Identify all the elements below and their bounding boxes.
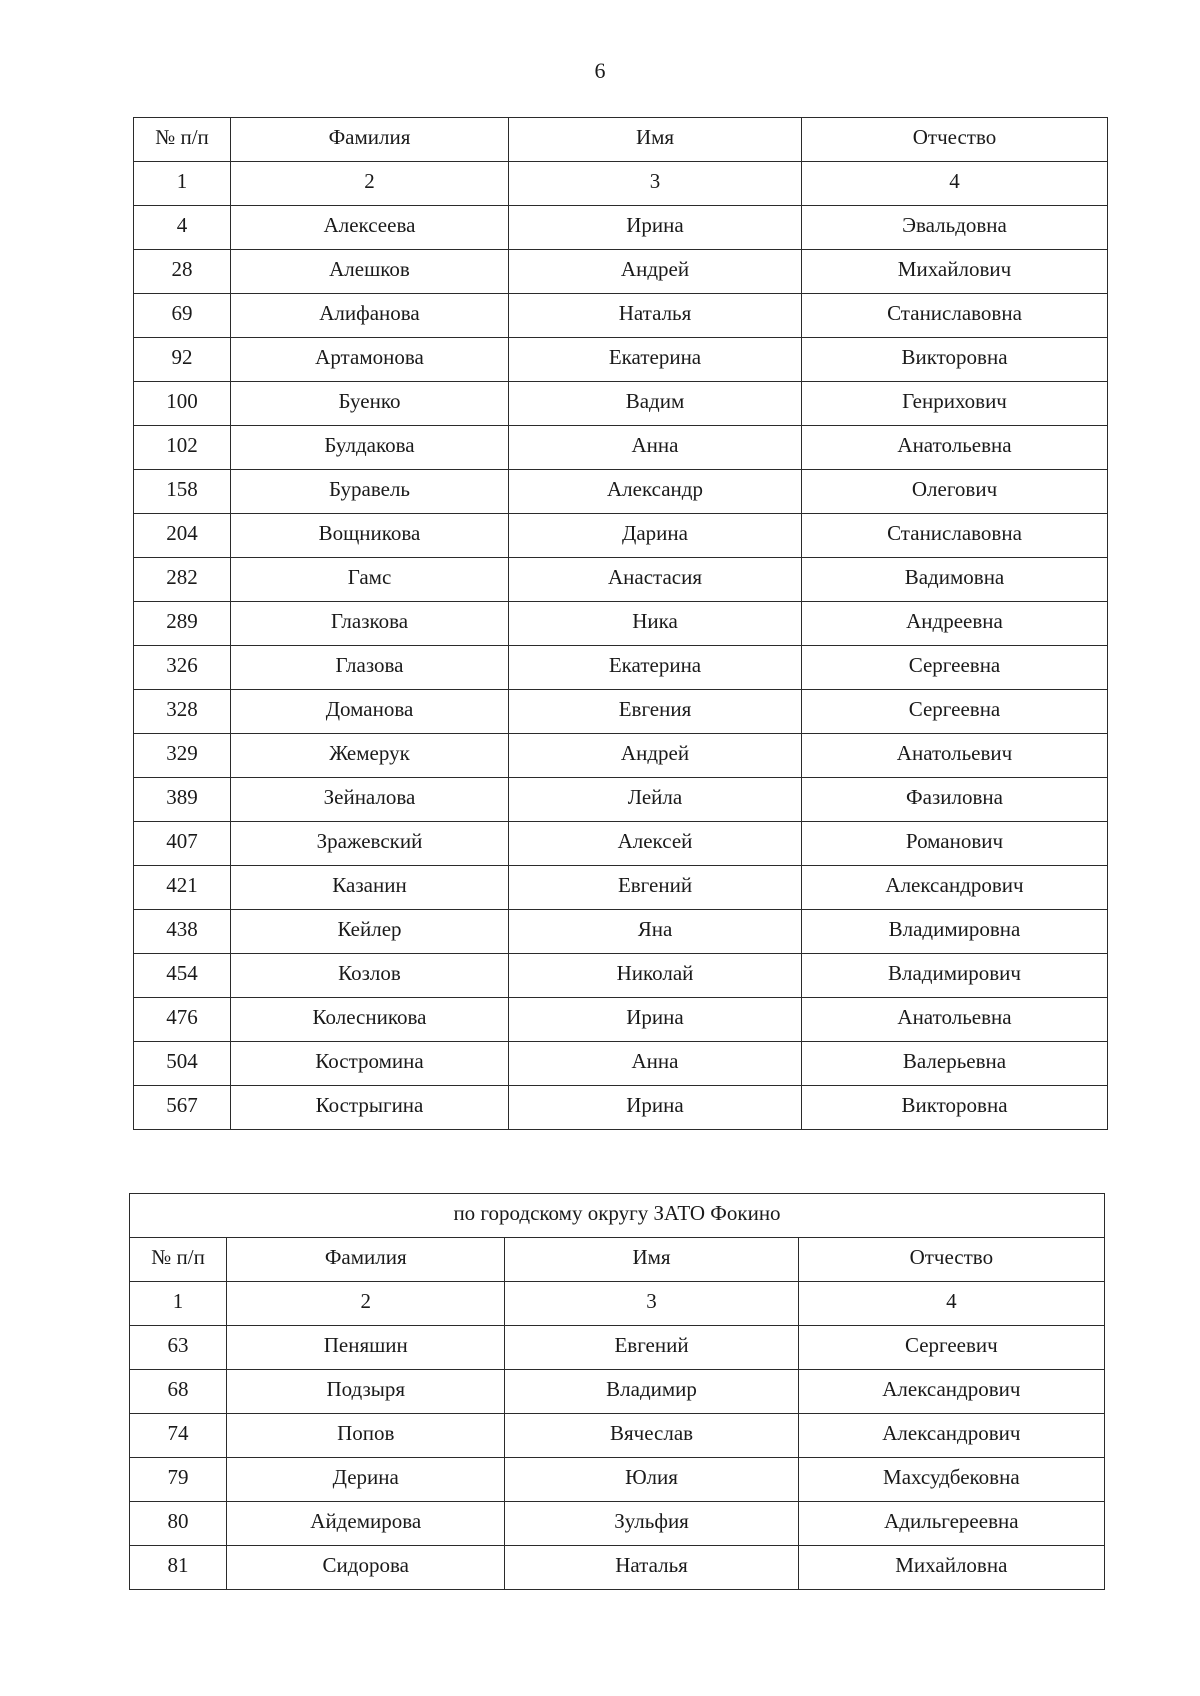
surname-cell: Кострыгина — [231, 1086, 509, 1130]
name-cell: Николай — [509, 954, 802, 998]
row-number-cell: 454 — [134, 954, 231, 998]
column-number-cell: 2 — [227, 1282, 505, 1326]
patronymic-cell: Викторовна — [802, 338, 1108, 382]
surname-cell: Подзыря — [227, 1370, 505, 1414]
name-cell: Алексей — [509, 822, 802, 866]
header-patronymic: Отчество — [798, 1238, 1104, 1282]
row-number-cell: 74 — [130, 1414, 227, 1458]
name-cell: Евгений — [505, 1326, 798, 1370]
name-cell: Андрей — [509, 734, 802, 778]
main-table-body — [134, 118, 1108, 1130]
header-number: № п/п — [134, 118, 231, 162]
fokino-table — [129, 1193, 1105, 1590]
header-name: Имя — [505, 1238, 798, 1282]
patronymic-cell: Михайловна — [798, 1546, 1104, 1590]
row-number-cell: 102 — [134, 426, 231, 470]
column-number-cell: 1 — [134, 162, 231, 206]
table-row — [130, 1414, 1105, 1458]
patronymic-cell: Анатольевна — [802, 426, 1108, 470]
header-patronymic: Отчество — [802, 118, 1108, 162]
header-name: Имя — [509, 118, 802, 162]
patronymic-cell: Романович — [802, 822, 1108, 866]
row-number-cell: 567 — [134, 1086, 231, 1130]
patronymic-cell: Генрихович — [802, 382, 1108, 426]
table-row — [134, 558, 1108, 602]
name-cell: Наталья — [509, 294, 802, 338]
header-row — [134, 118, 1108, 162]
name-cell: Ирина — [509, 1086, 802, 1130]
patronymic-cell: Сергеевич — [798, 1326, 1104, 1370]
row-number-cell: 79 — [130, 1458, 227, 1502]
column-number-cell: 4 — [798, 1282, 1104, 1326]
patronymic-cell: Анатольевна — [802, 998, 1108, 1042]
name-cell: Евгений — [509, 866, 802, 910]
surname-cell: Жемерук — [231, 734, 509, 778]
surname-cell: Зражевский — [231, 822, 509, 866]
patronymic-cell: Фазиловна — [802, 778, 1108, 822]
table-row — [134, 646, 1108, 690]
table-row — [134, 954, 1108, 998]
surname-cell: Буравель — [231, 470, 509, 514]
surname-cell: Кейлер — [231, 910, 509, 954]
section-title: по городскому округу ЗАТО Фокино — [130, 1194, 1105, 1238]
column-number-cell: 4 — [802, 162, 1108, 206]
table-row — [134, 426, 1108, 470]
table-row — [134, 470, 1108, 514]
table-row — [134, 338, 1108, 382]
table-row — [134, 514, 1108, 558]
patronymic-cell: Адильгереевна — [798, 1502, 1104, 1546]
header-surname: Фамилия — [231, 118, 509, 162]
patronymic-cell: Михайлович — [802, 250, 1108, 294]
fokino-table-body — [130, 1194, 1105, 1590]
table-row — [134, 602, 1108, 646]
patronymic-cell: Александрович — [802, 866, 1108, 910]
row-number-cell: 80 — [130, 1502, 227, 1546]
main-table — [133, 117, 1108, 1130]
row-number-cell: 4 — [134, 206, 231, 250]
row-number-cell: 69 — [134, 294, 231, 338]
name-cell: Владимир — [505, 1370, 798, 1414]
row-number-cell: 328 — [134, 690, 231, 734]
surname-cell: Айдемирова — [227, 1502, 505, 1546]
row-number-cell: 476 — [134, 998, 231, 1042]
table-row — [134, 1042, 1108, 1086]
patronymic-cell: Владимирович — [802, 954, 1108, 998]
surname-cell: Колесникова — [231, 998, 509, 1042]
table-row — [134, 206, 1108, 250]
row-number-cell: 68 — [130, 1370, 227, 1414]
row-number-cell: 282 — [134, 558, 231, 602]
column-number-cell: 1 — [130, 1282, 227, 1326]
patronymic-cell: Александрович — [798, 1370, 1104, 1414]
patronymic-cell: Махсудбековна — [798, 1458, 1104, 1502]
name-cell: Ирина — [509, 998, 802, 1042]
header-surname: Фамилия — [227, 1238, 505, 1282]
patronymic-cell: Андреевна — [802, 602, 1108, 646]
row-number-cell: 329 — [134, 734, 231, 778]
table-row — [134, 382, 1108, 426]
table-row — [130, 1502, 1105, 1546]
name-cell: Ирина — [509, 206, 802, 250]
column-number-cell: 3 — [505, 1282, 798, 1326]
patronymic-cell: Валерьевна — [802, 1042, 1108, 1086]
section-title-row — [130, 1194, 1105, 1238]
row-number-cell: 28 — [134, 250, 231, 294]
name-cell: Евгения — [509, 690, 802, 734]
patronymic-cell: Сергеевна — [802, 690, 1108, 734]
page-number: 6 — [594, 58, 606, 83]
name-cell: Лейла — [509, 778, 802, 822]
row-number-cell: 204 — [134, 514, 231, 558]
surname-cell: Пеняшин — [227, 1326, 505, 1370]
row-number-cell: 100 — [134, 382, 231, 426]
surname-cell: Казанин — [231, 866, 509, 910]
table-row — [134, 734, 1108, 778]
surname-cell: Доманова — [231, 690, 509, 734]
name-cell: Андрей — [509, 250, 802, 294]
surname-cell: Алифанова — [231, 294, 509, 338]
surname-cell: Дерина — [227, 1458, 505, 1502]
header-row — [130, 1238, 1105, 1282]
patronymic-cell: Сергеевна — [802, 646, 1108, 690]
surname-cell: Попов — [227, 1414, 505, 1458]
name-cell: Александр — [509, 470, 802, 514]
row-number-cell: 158 — [134, 470, 231, 514]
surname-cell: Глазкова — [231, 602, 509, 646]
surname-cell: Алешков — [231, 250, 509, 294]
name-cell: Ника — [509, 602, 802, 646]
surname-cell: Козлов — [231, 954, 509, 998]
name-cell: Екатерина — [509, 338, 802, 382]
patronymic-cell: Станиславовна — [802, 514, 1108, 558]
table-row — [134, 866, 1108, 910]
table-row — [130, 1458, 1105, 1502]
name-cell: Дарина — [509, 514, 802, 558]
name-cell: Екатерина — [509, 646, 802, 690]
surname-cell: Артамонова — [231, 338, 509, 382]
table-row — [134, 1086, 1108, 1130]
name-cell: Анна — [509, 1042, 802, 1086]
patronymic-cell: Александрович — [798, 1414, 1104, 1458]
patronymic-cell: Олегович — [802, 470, 1108, 514]
row-number-cell: 92 — [134, 338, 231, 382]
row-number-cell: 63 — [130, 1326, 227, 1370]
table-row — [134, 822, 1108, 866]
surname-cell: Сидорова — [227, 1546, 505, 1590]
row-number-cell: 421 — [134, 866, 231, 910]
surname-cell: Буенко — [231, 382, 509, 426]
name-cell: Вячеслав — [505, 1414, 798, 1458]
table-row — [134, 778, 1108, 822]
surname-cell: Булдакова — [231, 426, 509, 470]
name-cell: Анна — [509, 426, 802, 470]
patronymic-cell: Станиславовна — [802, 294, 1108, 338]
row-number-cell: 81 — [130, 1546, 227, 1590]
patronymic-cell: Владимировна — [802, 910, 1108, 954]
table-row — [130, 1546, 1105, 1590]
name-cell: Анастасия — [509, 558, 802, 602]
table-row — [134, 910, 1108, 954]
name-cell: Зульфия — [505, 1502, 798, 1546]
surname-cell: Глазова — [231, 646, 509, 690]
column-number-row — [130, 1282, 1105, 1326]
surname-cell: Гамс — [231, 558, 509, 602]
table-row — [134, 294, 1108, 338]
patronymic-cell: Викторовна — [802, 1086, 1108, 1130]
row-number-cell: 289 — [134, 602, 231, 646]
name-cell: Юлия — [505, 1458, 798, 1502]
patronymic-cell: Эвальдовна — [802, 206, 1108, 250]
table-row — [134, 250, 1108, 294]
name-cell: Наталья — [505, 1546, 798, 1590]
name-cell: Вадим — [509, 382, 802, 426]
row-number-cell: 438 — [134, 910, 231, 954]
table-row — [134, 690, 1108, 734]
surname-cell: Костромина — [231, 1042, 509, 1086]
row-number-cell: 504 — [134, 1042, 231, 1086]
surname-cell: Алексеева — [231, 206, 509, 250]
surname-cell: Зейналова — [231, 778, 509, 822]
table-row — [130, 1370, 1105, 1414]
patronymic-cell: Анатольевич — [802, 734, 1108, 778]
row-number-cell: 389 — [134, 778, 231, 822]
column-number-cell: 2 — [231, 162, 509, 206]
row-number-cell: 407 — [134, 822, 231, 866]
patronymic-cell: Вадимовна — [802, 558, 1108, 602]
column-number-row — [134, 162, 1108, 206]
table-row — [134, 998, 1108, 1042]
column-number-cell: 3 — [509, 162, 802, 206]
table-row — [130, 1326, 1105, 1370]
name-cell: Яна — [509, 910, 802, 954]
surname-cell: Вощникова — [231, 514, 509, 558]
row-number-cell: 326 — [134, 646, 231, 690]
header-number: № п/п — [130, 1238, 227, 1282]
